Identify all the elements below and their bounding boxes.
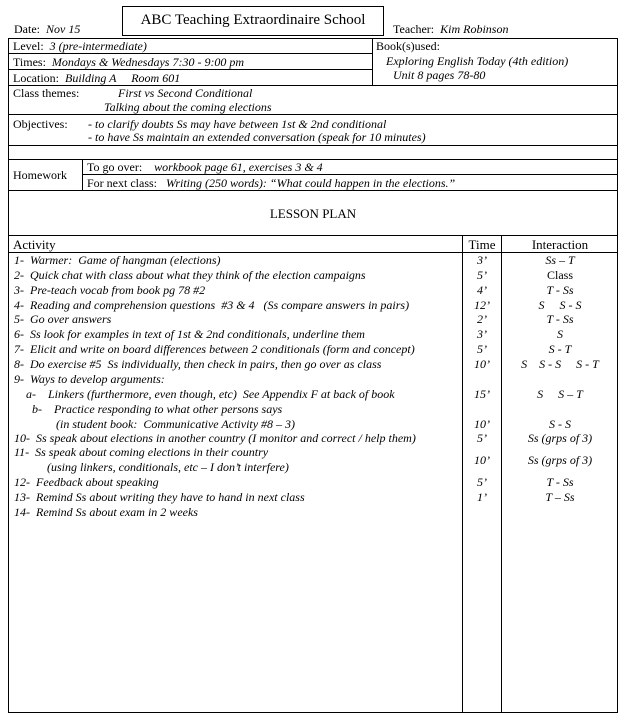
school-name-box (122, 6, 384, 36)
activity-cell: 13- Remind Ss about writing they have to hand in next class (14, 490, 305, 504)
location-field (13, 71, 180, 86)
interaction-cell: Ss (grps of 3) (527, 431, 593, 445)
time-cell: 10’ (474, 417, 490, 431)
theme-item: First vs Second Conditional (118, 86, 253, 100)
interaction-cell: T - Ss (546, 312, 574, 326)
times-value: Mondays & Wednesdays 7:30 - 9:00 pm (51, 55, 245, 69)
objective-item: - to clarify doubts Ss may have between 1st & 2nd conditional (88, 117, 387, 131)
activity-cell: 14- Remind Ss about exam in 2 weeks (14, 505, 198, 519)
activity-cell: (in student book: Communicative Activity #8 – 3) (14, 417, 296, 431)
activity-cell: 12- Feedback about speaking (14, 475, 159, 489)
table-row (8, 372, 618, 387)
activity-cell: 11- Ss speak about coming elections in their country (14, 445, 269, 459)
time-cell: 15’ (474, 387, 490, 401)
activity-cell: a- Linkers (furthermore, even though, etc) See Appendix F at back of book (14, 387, 395, 401)
time-cell: 2’ (477, 312, 487, 326)
teacher-field (393, 22, 508, 37)
level-value: 3 (pre-intermediate) (49, 39, 147, 53)
time-cell: 5’ (477, 268, 487, 282)
next-class-field (87, 176, 455, 191)
activity-cell: 7- Elicit and write on board differences between 2 conditionals (form and concept) (14, 342, 415, 356)
time-cell: 5’ (477, 342, 487, 356)
location-label: Location: (13, 71, 59, 85)
interaction-cell: S S - S (538, 298, 582, 312)
next-class-label: For next class: (87, 176, 157, 190)
times-field (13, 55, 244, 70)
time-cell: 5’ (477, 431, 487, 445)
time-cell: 12’ (474, 298, 490, 312)
lesson-plan-title: LESSON PLAN (269, 206, 357, 221)
teacher-value: Kim Robinson (440, 22, 509, 36)
homework-label: Homework (13, 168, 67, 182)
time-cell: 3’ (477, 253, 487, 267)
time-cell: 3’ (477, 327, 487, 341)
time-cell: 10’ (474, 453, 490, 467)
table-row (8, 475, 618, 490)
interaction-cell: S - T (548, 342, 572, 356)
interaction-cell: T - Ss (546, 283, 574, 297)
interaction-cell: Class (546, 268, 573, 282)
themes-label: Class themes: (13, 86, 80, 100)
objectives-label: Objectives: (13, 117, 68, 131)
books-label: Book(s)used: (376, 39, 440, 53)
interaction-cell: T - Ss (546, 475, 574, 489)
time-cell: 10’ (474, 357, 490, 371)
table-row (8, 453, 618, 475)
table-row (8, 298, 618, 313)
table-row (8, 357, 618, 372)
table-row (8, 312, 618, 327)
go-over-value: workbook page 61, exercises 3 & 4 (154, 160, 323, 174)
col-header-interaction: Interaction (531, 237, 589, 252)
date-value: Nov 15 (46, 22, 81, 36)
table-row (8, 505, 618, 520)
activity-cell: b- Practice responding to what other persons says (14, 402, 283, 416)
activity-cell: (using linkers, conditionals, etc – I don’t interfere) (14, 460, 289, 474)
book-title: Exploring English Today (4th edition) (386, 54, 569, 68)
activity-cell: 2- Quick chat with class about what they think of the election campaigns (14, 268, 366, 282)
activity-cell: 4- Reading and comprehension questions #3 & 4 (Ss compare answers in pairs) (14, 298, 410, 312)
table-row (8, 327, 618, 342)
interaction-cell: S (557, 327, 563, 341)
activity-cell: 1- Warmer: Game of hangman (elections) (14, 253, 221, 267)
table-row (8, 431, 618, 446)
activity-cell: 5- Go over answers (14, 312, 112, 326)
objective-item: - to have Ss maintain an extended conversation (speak for 10 minutes) (88, 130, 426, 144)
col-header-time: Time (468, 237, 496, 252)
table-row (8, 402, 618, 417)
interaction-cell: Ss – T (545, 253, 575, 267)
table-row (8, 283, 618, 298)
next-class-value: Writing (250 words): “What could happen in the elections.” (166, 176, 456, 190)
interaction-cell: Ss (grps of 3) (527, 453, 593, 467)
go-over-field (87, 160, 323, 175)
activity-cell: 9- Ways to develop arguments: (14, 372, 165, 386)
level-field (13, 39, 147, 54)
activity-cell: 3- Pre-teach vocab from book pg 78 #2 (14, 283, 206, 297)
location-value: Building A Room 601 (64, 71, 181, 85)
activity-cell: 10- Ss speak about elections in another country (I monitor and correct / help them) (14, 431, 416, 445)
times-label: Times: (13, 55, 46, 69)
time-cell: 4’ (477, 283, 487, 297)
interaction-cell: S S - S S - T (521, 357, 599, 371)
school-name: ABC Teaching Extraordinaire School (140, 12, 366, 28)
interaction-cell: S S – T (537, 387, 583, 401)
level-label: Level: (13, 39, 44, 53)
table-row (8, 387, 618, 402)
book-pages: Unit 8 pages 78-80 (393, 68, 486, 82)
interaction-cell: S - S (549, 417, 571, 431)
theme-item: Talking about the coming elections (104, 100, 272, 114)
date-field (14, 22, 80, 37)
activity-cell: 6- Ss look for examples in text of 1st & 2nd conditionals, underline them (14, 327, 365, 341)
table-row (8, 253, 618, 268)
table-row (8, 342, 618, 357)
interaction-cell: T – Ss (545, 490, 575, 504)
teacher-label: Teacher: (393, 22, 435, 36)
activity-cell: 8- Do exercise #5 Ss individually, then check in pairs, then go over as class (14, 357, 382, 371)
col-header-activity: Activity (13, 237, 56, 252)
date-label: Date: (14, 22, 40, 36)
go-over-label: To go over: (87, 160, 143, 174)
table-row (8, 268, 618, 283)
time-cell: 1’ (477, 490, 487, 504)
time-cell: 5’ (477, 475, 487, 489)
table-row (8, 417, 618, 432)
table-row (8, 490, 618, 505)
